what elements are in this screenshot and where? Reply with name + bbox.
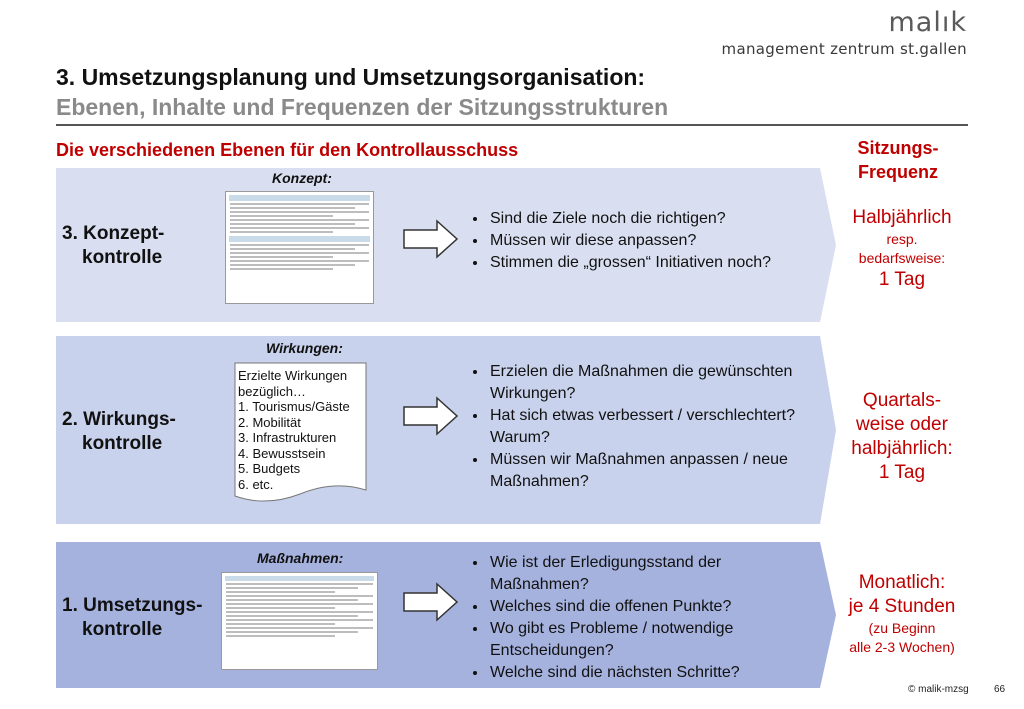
bullet-item: • Müssen wir Maßnahmen anpassen / neue Maßnahmen? (488, 449, 818, 493)
frequency-umsetzung (838, 571, 966, 657)
logo-wordmark: malık (888, 7, 967, 38)
wirkungen-line: bezüglich… (238, 383, 306, 399)
level-label-umsetzung (62, 594, 202, 642)
wirkungen-line: 2. Mobilität (238, 414, 301, 430)
bullet-item: • Wo gibt es Probleme / notwendige Entscheidungen? (488, 618, 808, 662)
frequency-line: 1 Tag (878, 462, 926, 483)
slide-title: 3. Umsetzungsplanung und Umsetzungsorganisation: (56, 64, 646, 90)
bullet-item: • Erzielen die Maßnahmen die gewünschten Wirkungen? (488, 361, 818, 405)
level-label-line1: 3. Konzept- (62, 223, 165, 244)
doc-title-wirkungen: Wirkungen: (266, 340, 343, 356)
frequency-heading-line2: Frequenz (857, 162, 938, 182)
frequency-line: (zu Beginn (868, 620, 936, 636)
bullet-item: • Sind die Ziele noch die richtigen? (488, 208, 838, 230)
wirkungen-line: 6. etc. (238, 476, 274, 492)
frequency-konzept (838, 206, 966, 292)
level-label-line2: kontrolle (82, 619, 163, 640)
level-label-konzept (62, 222, 164, 270)
footer-copyright: © malik-mzsg (908, 684, 969, 695)
doc-title-massnahmen: Maßnahmen: (257, 550, 344, 566)
page-number: 66 (994, 684, 1006, 695)
frequency-wirkung (838, 389, 966, 485)
bullets-umsetzung (470, 552, 808, 684)
logo-subline: management zentrum st.gallen (721, 40, 967, 58)
frequency-line: Quartals- (862, 390, 942, 411)
frequency-line: Monatlich: (858, 572, 946, 593)
right-arrow-icon (403, 582, 459, 622)
slide-subtitle: Ebenen, Inhalte und Frequenzen der Sitzungsstrukturen (56, 94, 669, 120)
bullet-item: • Welche sind die nächsten Schritte? (488, 662, 808, 684)
frequency-heading (838, 136, 958, 184)
malik-logo (722, 8, 967, 58)
wirkungen-line: 4. Bewusstsein (238, 445, 326, 461)
wirkungen-line: 1. Tourismus/Gäste (238, 399, 350, 414)
doc-title-konzept: Konzept: (272, 170, 332, 186)
frequency-line: je 4 Stunden (848, 596, 956, 617)
massnahmen-document-thumbnail (221, 572, 378, 670)
right-arrow-icon (403, 396, 459, 436)
title-divider (56, 124, 968, 126)
bullet-item: • Hat sich etwas verbessert / verschlechtert? Warum? (488, 405, 818, 449)
konzept-document-thumbnail (225, 191, 374, 304)
bullet-item: • Welches sind die offenen Punkte? (488, 596, 808, 618)
section-heading: Die verschiedenen Ebenen für den Kontrollausschuss (56, 140, 519, 160)
level-label-line2: kontrolle (82, 247, 163, 268)
frequency-line: alle 2-3 Wochen) (849, 639, 955, 655)
wirkungen-line: Erzielte Wirkungen (238, 368, 348, 383)
frequency-line: bedarfsweise: (858, 250, 946, 266)
bullet-item: • Stimmen die „grossen“ Initiativen noch? (488, 252, 838, 274)
level-label-line2: kontrolle (82, 433, 163, 454)
wirkungen-list (238, 368, 350, 492)
bullets-konzept (470, 208, 838, 274)
frequency-line: 1 Tag (878, 269, 926, 290)
frequency-line: halbjährlich: (851, 438, 953, 459)
frequency-line: resp. (886, 231, 918, 247)
bullet-item: • Müssen wir diese anpassen? (488, 230, 838, 252)
wirkungen-line: 3. Infrastrukturen (238, 430, 337, 445)
bullets-wirkung (470, 361, 818, 493)
level-label-line1: 1. Umsetzungs- (62, 595, 203, 616)
frequency-line: weise oder (856, 414, 948, 435)
wirkungen-line: 5. Budgets (238, 461, 301, 476)
level-label-wirkung (62, 408, 176, 456)
right-arrow-icon (403, 219, 459, 259)
frequency-line: Halbjährlich (852, 207, 952, 228)
bullet-item: • Wie ist der Erledigungsstand der Maßnahmen? (488, 552, 808, 596)
level-label-line1: 2. Wirkungs- (62, 409, 176, 430)
frequency-heading-line1: Sitzungs- (857, 138, 939, 158)
